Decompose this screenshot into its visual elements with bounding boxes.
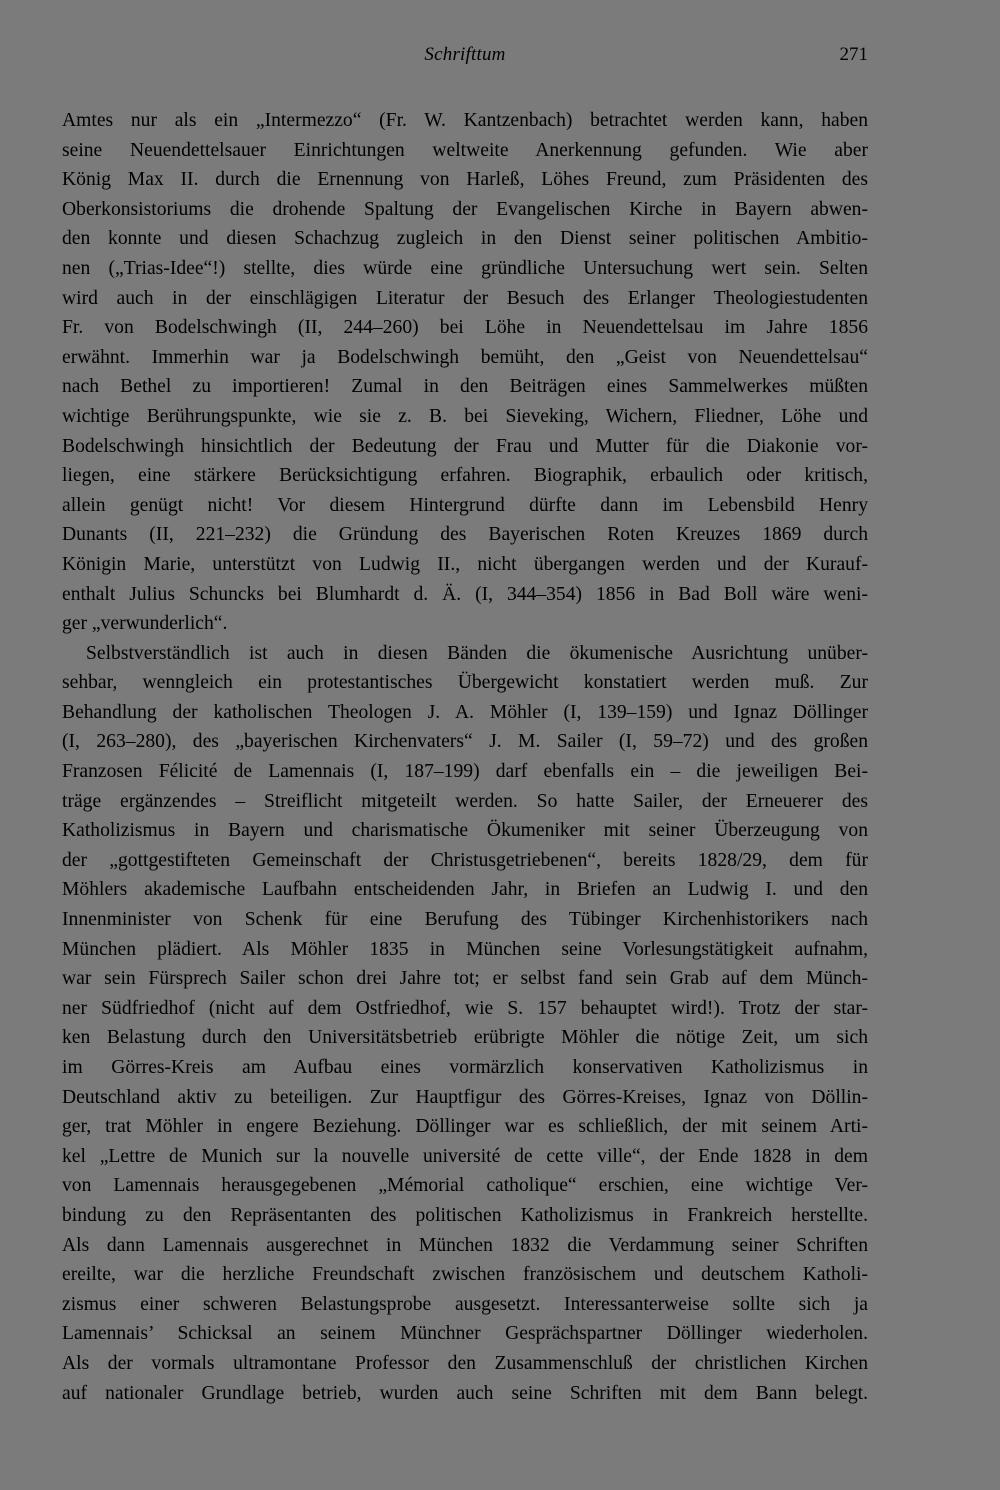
text-line: nach Bethel zu importieren! Zumal in den Beiträgen eines Sammelwerkes müßten (62, 376, 868, 398)
text-line: auf nationaler Grundlage betrieb, wurden auch seine Schriften mit dem Bann belegt. (62, 1382, 868, 1404)
text-line: München plädiert. Als Möhler 1835 in München seine Vorlesungstätigkeit aufnahm, (62, 938, 868, 960)
text-line: Oberkonsistoriums die drohende Spaltung der Evangelischen Kirche in Bayern abwen- (62, 198, 868, 220)
text-line: Königin Marie, unterstützt von Ludwig II., nicht übergangen werden und der Kurauf- (62, 553, 868, 575)
text-line: Franzosen Félicité de Lamennais (I, 187–199) darf ebenfalls ein – die jeweiligen Bei- (62, 761, 868, 783)
text-line: Innenminister von Schenk für eine Berufung des Tübinger Kirchenhistorikers nach (62, 909, 868, 931)
text-line: enthalt Julius Schuncks bei Blumhardt d. Ä. (I, 344–354) 1856 in Bad Boll wäre weni- (62, 583, 868, 605)
text-line: sehbar, wenngleich ein protestantisches Übergewicht konstatiert werden muß. Zur (62, 672, 868, 694)
text-line: im Görres-Kreis am Aufbau eines vormärzlich konservativen Katholizismus in (62, 1057, 868, 1078)
text-line: Dunants (II, 221–232) die Gründung des Bayerischen Roten Kreuzes 1869 durch (62, 524, 868, 546)
text-line: Fr. von Bodelschwingh (II, 244–260) bei Löhe in Neuendettelsau im Jahre 1856 (62, 317, 868, 339)
body-text (62, 106, 868, 1408)
text-line: Bodelschwingh hinsichtlich der Bedeutung der Frau und Mutter für die Diakonie vor- (62, 435, 868, 457)
text-line: (I, 263–280), des „bayerischen Kirchenvaters“ J. M. Sailer (I, 59–72) und des großen (62, 731, 868, 753)
text-line: zismus einer schweren Belastungsprobe ausgesetzt. Interessanterweise sollte sich ja (62, 1293, 868, 1315)
text-line: erwähnt. Immerhin war ja Bodelschwingh bemüht, den „Geist von Neuendettelsau“ (62, 346, 868, 368)
text-line: Als der vormals ultramontane Professor den Zusammenschluß der christlichen Kirchen (62, 1352, 868, 1374)
text-line: war sein Fürsprech Sailer schon drei Jahre tot; er selbst fand sein Grab auf dem Münch- (62, 968, 868, 990)
text-line: König Max II. durch die Ernennung von Harleß, Löhes Freund, zum Präsidenten des (62, 169, 868, 191)
text-line: Katholizismus in Bayern und charismatische Ökumeniker mit seiner Überzeugung von (62, 820, 868, 842)
text-line: seine Neuendettelsauer Einrichtungen weltweite Anerkennung gefunden. Wie aber (62, 139, 868, 161)
paragraph-first-line: Selbstverständlich ist auch in diesen Bänden die ökumenische Ausrichtung unüber- (86, 642, 868, 664)
text-line: ner Südfriedhof (nicht auf dem Ostfriedhof, wie S. 157 behauptet wird!). Trotz der star- (62, 997, 868, 1019)
text-line: Als dann Lamennais ausgerechnet in München 1832 die Verdammung seiner Schriften (62, 1234, 868, 1256)
page-number: 271 (839, 44, 868, 65)
text-line: wird auch in der einschlägigen Literatur der Besuch des Erlanger Theologiestudenten (62, 287, 868, 309)
text-line: ger, trat Möhler in engere Beziehung. Döllinger war es schließlich, der mit seinem Arti- (62, 1116, 868, 1138)
text-line: Deutschland aktiv zu beteiligen. Zur Hauptfigur des Görres-Kreises, Ignaz von Döllin- (62, 1086, 868, 1108)
text-line: bindung zu den Repräsentanten des politischen Katholizismus in Frankreich herstellte. (62, 1204, 868, 1226)
text-line: den konnte und diesen Schachzug zugleich in den Dienst seiner politischen Ambitio- (62, 228, 868, 250)
text-line: liegen, eine stärkere Berücksichtigung erfahren. Biographik, erbaulich oder kritisch, (62, 465, 868, 487)
text-line: Behandlung der katholischen Theologen J. A. Möhler (I, 139–159) und Ignaz Döllinger (62, 701, 868, 723)
text-line: Lamennais’ Schicksal an seinem Münchner Gesprächspartner Döllinger wiederholen. (62, 1323, 868, 1345)
text-line: Amtes nur als ein „Intermezzo“ (Fr. W. Kantzenbach) betrachtet werden kann, haben (62, 110, 868, 131)
text-line: der „gottgestifteten Gemeinschaft der Christusgetriebenen“, bereits 1828/29, dem für (62, 849, 868, 871)
page-header (62, 44, 868, 74)
text-line: ken Belastung durch den Universitätsbetrieb erübrigte Möhler die nötige Zeit, um sich (62, 1027, 868, 1049)
text-line: wichtige Berührungspunkte, wie sie z. B. bei Sieveking, Wichern, Fliedner, Löhe und (62, 405, 868, 427)
text-line: kel „Lettre de Munich sur la nouvelle université de cette ville“, der Ende 1828 in dem (62, 1145, 868, 1167)
text-line: nen („Trias-Idee“!) stellte, dies würde eine gründliche Untersuchung wert sein. Selten (62, 257, 868, 279)
paragraph-end-line: ger „verwunderlich“. (62, 613, 228, 635)
running-title: Schrifttum (424, 44, 506, 65)
text-line: allein genügt nicht! Vor diesem Hintergrund dürfte dann im Lebensbild Henry (62, 494, 868, 516)
text-line: Möhlers akademische Laufbahn entscheidenden Jahr, in Briefen an Ludwig I. und den (62, 879, 868, 901)
text-line: von Lamennais herausgegebenen „Mémorial catholique“ erschien, eine wichtige Ver- (62, 1175, 868, 1197)
text-line: träge ergänzendes – Streiflicht mitgeteilt werden. So hatte Sailer, der Erneuerer des (62, 790, 868, 812)
text-line: ereilte, war die herzliche Freundschaft zwischen französischem und deutschem Katholi- (62, 1264, 868, 1286)
